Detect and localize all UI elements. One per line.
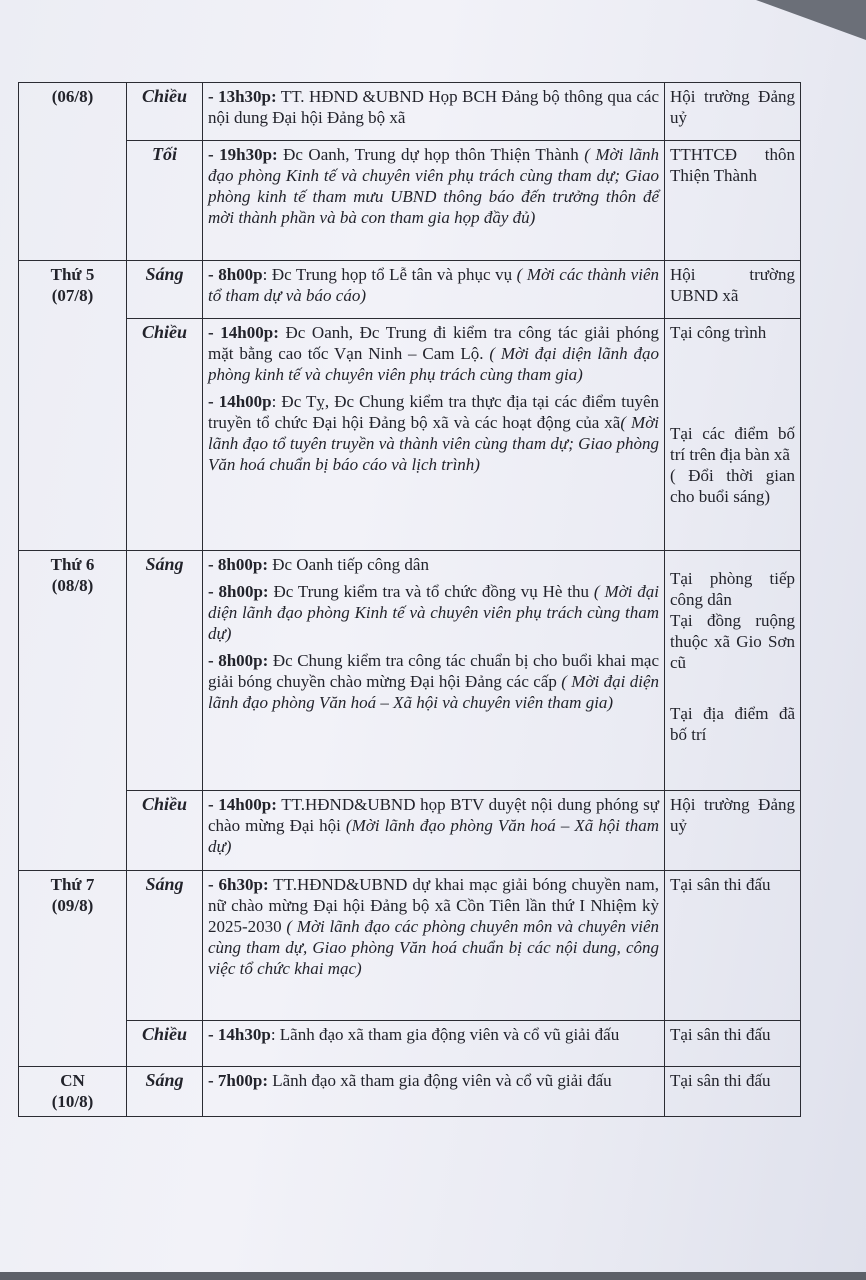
activity-note: ( Mời đại diện lãnh đạo phòng kinh tế và chuyên viên phụ trách cùng tham gia) xyxy=(208,344,659,384)
activity-time: - 8h00p: xyxy=(208,555,268,574)
day-name: Thứ 5 xyxy=(50,265,95,284)
table-row xyxy=(19,319,801,551)
activity-time: - 14h00p xyxy=(208,392,272,411)
activity-text: : Lãnh đạo xã tham gia động viên và cổ vũ giải đấu xyxy=(270,1025,620,1044)
session-cell: Sáng xyxy=(127,871,203,1021)
session-cell: Chiều xyxy=(127,791,203,871)
day-date: (09/8) xyxy=(51,896,94,915)
location-cell xyxy=(665,141,801,261)
activity-time: - 14h30p xyxy=(208,1025,271,1044)
activity-time: - 8h00p: xyxy=(208,582,269,601)
activity-note: ( Mời lãnh đạo phòng Kinh tế và chuyên viên phụ trách cùng tham dự; Giao phòng kinh tế tham mưu UBND thông báo đến trưởng thôn để mời thành phần và bà con tham gia họp đầy đủ) xyxy=(208,145,659,227)
location-cell xyxy=(665,871,801,1021)
paper-corner xyxy=(756,0,866,40)
location-cell xyxy=(665,83,801,141)
location-note: ( Đổi thời gian cho buổi sáng) xyxy=(670,466,795,506)
activity-cell xyxy=(203,791,665,871)
activity-entry xyxy=(208,264,659,306)
day-cell xyxy=(19,1067,127,1117)
weekly-schedule-table xyxy=(18,82,801,1117)
location-text: Tại đồng ruộng thuộc xã Gio Sơn cũ xyxy=(670,611,795,672)
activity-note: ( Mời đại diện lãnh đạo phòng Văn hoá – Xã hội và chuyên viên tham gia) xyxy=(208,672,659,712)
activity-time: - 19h30p: xyxy=(208,145,278,164)
session-cell: Tối xyxy=(127,141,203,261)
activity-entry xyxy=(208,391,659,475)
location-text: Hội trường Đảng uỷ xyxy=(670,795,795,835)
activity-cell xyxy=(203,1067,665,1117)
location-text: TTHTCĐ thôn Thiện Thành xyxy=(670,145,795,185)
activity-entry xyxy=(208,794,659,857)
day-date: (08/8) xyxy=(51,576,94,595)
day-cell xyxy=(19,83,127,261)
location-cell xyxy=(665,261,801,319)
location-text: Hội trường Đảng uỷ xyxy=(670,87,795,127)
location-cell xyxy=(665,1067,801,1117)
day-name: Thứ 7 xyxy=(50,875,95,894)
day-date: (06/8) xyxy=(51,87,94,106)
activity-text: : Đc Trung họp tổ Lễ tân và phục vụ xyxy=(262,265,517,284)
activity-text: TT. HĐND &UBND Họp BCH Đảng bộ thông qua các nội dung Đại hội Đảng bộ xã xyxy=(208,87,659,127)
location-text: Tại công trình xyxy=(670,323,767,342)
activity-text: Đc Trung kiểm tra và tổ chức đồng vụ Hè thu xyxy=(268,582,594,601)
day-date: (10/8) xyxy=(51,1092,94,1111)
table-row xyxy=(19,871,801,1021)
location-text: Tại sân thi đấu xyxy=(670,1071,771,1090)
table-surface xyxy=(0,1272,866,1280)
activity-text: TT.HĐND&UBND họp BTV duyệt nội dung phóng sự chào mừng Đại hội xyxy=(208,795,660,835)
activity-entry xyxy=(208,874,659,979)
day-date: (07/8) xyxy=(51,286,94,305)
location-text: Hội trường UBND xã xyxy=(670,265,795,305)
activity-entry xyxy=(208,581,659,644)
activity-entry xyxy=(208,1024,659,1045)
table-row xyxy=(19,261,801,319)
location-cell xyxy=(665,1021,801,1067)
location-text: Tại sân thi đấu xyxy=(670,1025,771,1044)
day-name: Thứ 6 xyxy=(50,555,95,574)
day-name: CN xyxy=(60,1071,85,1090)
activity-note: ( Mời lãnh đạo tổ tuyên truyền và thành viên cùng tham dự; Giao phòng Văn hoá chuẩn bị báo cáo và lịch trình) xyxy=(208,413,659,474)
session-cell: Sáng xyxy=(127,1067,203,1117)
activity-cell xyxy=(203,551,665,791)
activity-text: Lãnh đạo xã tham gia động viên và cổ vũ giải đấu xyxy=(267,1071,612,1090)
table-row xyxy=(19,1021,801,1067)
activity-note: ( Mời lãnh đạo các phòng chuyên môn và chuyên viên cùng tham dự, Giao phòng Văn hoá chuẩn bị các nội dung, công việc tổ chức khai mạc) xyxy=(208,917,659,978)
activity-time: - 7h00p: xyxy=(208,1071,268,1090)
table-row xyxy=(19,83,801,141)
activity-entry xyxy=(208,86,659,128)
session-cell: Sáng xyxy=(127,551,203,791)
day-cell xyxy=(19,551,127,871)
day-cell xyxy=(19,871,127,1067)
activity-text: : Đc Tỵ, Đc Chung kiểm tra thực địa tại các điểm tuyên truyền tổ chức Đại hội Đảng bộ xã và các hoạt động của xã xyxy=(208,392,659,432)
session-cell: Sáng xyxy=(127,261,203,319)
activity-cell xyxy=(203,261,665,319)
activity-text: Đc Oanh, Đc Trung đi kiểm tra công tác giải phóng mặt bằng cao tốc Vạn Ninh – Cam Lộ. xyxy=(208,323,660,363)
activity-time: - 14h00p: xyxy=(208,323,279,342)
location-cell xyxy=(665,551,801,791)
location-cell xyxy=(665,319,801,551)
session-cell: Chiều xyxy=(127,83,203,141)
session-cell: Chiều xyxy=(127,1021,203,1067)
location-text: Tại địa điểm đã bố trí xyxy=(670,704,795,744)
activity-entry xyxy=(208,322,659,385)
activity-text: Đc Oanh tiếp công dân xyxy=(267,555,429,574)
location-text: Tại sân thi đấu xyxy=(670,875,771,894)
location-text: Tại các điểm bố trí trên địa bàn xã xyxy=(670,424,795,464)
activity-text: Đc Chung kiểm tra công tác chuẩn bị cho buổi khai mạc giải bóng chuyền chào mừng Đại hội Đảng các cấp xyxy=(208,651,660,691)
activity-note: ( Mời các thành viên tổ tham dự và báo cáo) xyxy=(208,265,659,305)
activity-entry xyxy=(208,650,659,713)
activity-cell xyxy=(203,1021,665,1067)
activity-time: - 13h30p: xyxy=(208,87,277,106)
activity-text: TT.HĐND&UBND dự khai mạc giải bóng chuyền nam, nữ chào mừng Đại hội Đảng bộ xã Cồn Tiên lần thứ I Nhiệm kỳ 2025-2030 xyxy=(208,875,659,936)
location-text: Tại phòng tiếp công dân xyxy=(670,569,795,609)
activity-note: ( Mời đại diện lãnh đạo phòng Kinh tế và chuyên viên phụ trách cùng tham dự) xyxy=(208,582,659,643)
activity-entry xyxy=(208,554,659,575)
activity-time: - 6h30p: xyxy=(208,875,269,894)
activity-entry xyxy=(208,1070,659,1091)
activity-time: - 8h00p xyxy=(208,265,263,284)
day-cell xyxy=(19,261,127,551)
table-row xyxy=(19,551,801,791)
activity-cell xyxy=(203,871,665,1021)
activity-text: Đc Oanh, Trung dự họp thôn Thiện Thành xyxy=(277,145,585,164)
activity-entry xyxy=(208,144,659,228)
activity-cell xyxy=(203,319,665,551)
location-cell xyxy=(665,791,801,871)
activity-cell xyxy=(203,83,665,141)
table-row xyxy=(19,1067,801,1117)
table-row xyxy=(19,791,801,871)
activity-cell xyxy=(203,141,665,261)
activity-time: - 14h00p: xyxy=(208,795,277,814)
session-cell: Chiều xyxy=(127,319,203,551)
activity-time: - 8h00p: xyxy=(208,651,269,670)
table-row xyxy=(19,141,801,261)
activity-note: (Mời lãnh đạo phòng Văn hoá – Xã hội tham dự) xyxy=(208,816,660,856)
